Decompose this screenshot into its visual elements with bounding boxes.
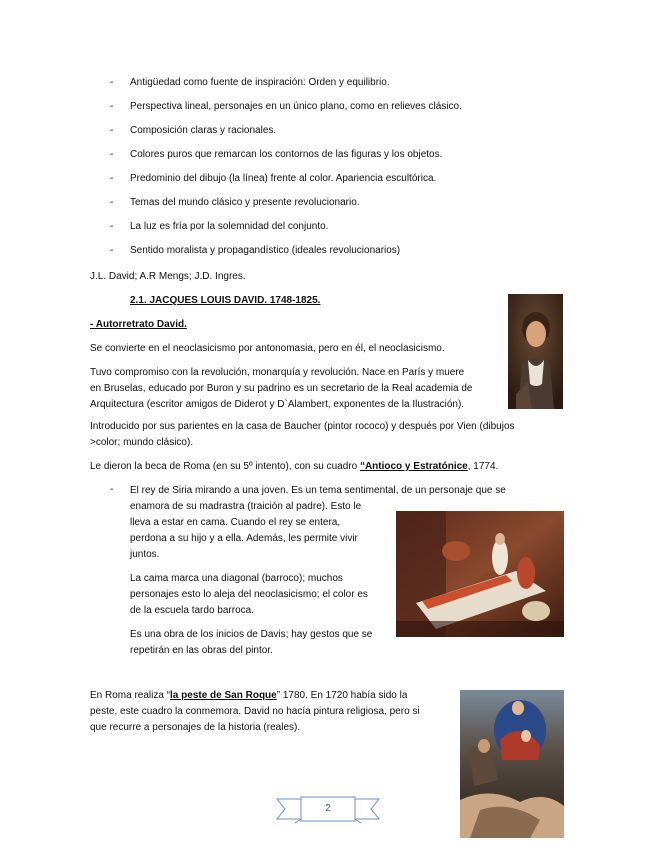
list-item: La luz es fría por la solemnidad del conjunto. (130, 221, 329, 232)
roma-line: que recurre a personajes de la historia (reales). (90, 722, 301, 733)
david-self-portrait-image (508, 294, 563, 409)
bullet-dash: - (110, 149, 114, 160)
bullet-dash: - (110, 173, 114, 184)
antioco-link[interactable]: “Antioco y Estratónice (359, 461, 468, 472)
obra-line: repetirán en las obras del pintor. (130, 645, 273, 656)
antioco-line: perdona a su hijo y a ella. Además, les permite vivir (130, 533, 358, 544)
bullet-dash: - (110, 101, 114, 112)
text-run: ” 1780. En 1720 había sido la (276, 690, 408, 701)
list-item: Colores puros que remarcan los contornos de las figuras y los objetos. (130, 149, 443, 160)
list-item: Sentido moralista y propagandístico (ideales revolucionarios) (130, 245, 401, 256)
peste-san-roque-link[interactable]: la peste de San Roque (170, 690, 277, 701)
paragraph-line: Arquitectura (escritor amigos de Diderot y D`Alambert, exponentes de la Ilustración). (90, 399, 465, 410)
paragraph-1: Se convierte en el neoclasicismo por antonomasia, pero en él, el neoclasicismo. (90, 343, 445, 354)
bullet-dash: - (110, 197, 114, 208)
list-item: Perspectiva lineal, personajes en un único plano, como en relieves clásico. (130, 101, 462, 112)
peste-san-roque-painting-image (460, 690, 564, 838)
paragraph-line: Introducido por sus parientes en la casa de Baucher (pintor rococo) y después por Vien (dibujos (90, 421, 515, 432)
bullet-dash: - (110, 245, 114, 256)
list-item: Temas del mundo clásico y presente revolucionario. (130, 197, 360, 208)
antioco-estratonice-painting-image (396, 511, 564, 637)
list-item: Antigüedad como fuente de inspiración: Orden y equilibrio. (130, 77, 390, 88)
cama-line: personajes esto lo aleja del neoclasicismo; el color es (130, 589, 368, 600)
bullet-dash: - (110, 221, 114, 232)
paragraph-line: Tuvo compromiso con la revolución, monarquía y revolución. Nace en París y muere (90, 367, 465, 378)
obra-line: Es una obra de los inicios de Davis; hay gestos que se (130, 629, 373, 640)
text-run: , 1774. (467, 461, 499, 472)
artists-line: J.L. David; A.R Mengs; J.D. Ingres. (90, 271, 246, 282)
roma-line (90, 688, 451, 704)
paragraph-line: en Bruselas, educado por Buron y su padrino es un secretario de la Real academia de (90, 383, 473, 394)
bullet-dash: - (110, 125, 114, 136)
paragraph-4 (90, 459, 498, 475)
antioco-line: enamora de su madrastra (traición al padre). Esto le (130, 501, 362, 512)
list-item: Predominio del dibujo (la línea) frente al color. Apariencia escultórica. (130, 173, 437, 184)
antioco-line: El rey de Siria mirando a una joven. Es un tema sentimental, de un personaje que se (130, 485, 506, 496)
page-number: 2 (325, 803, 331, 814)
antioco-line: lleva a estar en cama. Cuando el rey se entera, (130, 517, 341, 528)
text-run: Le dieron la beca de Roma (en su 5º intento), con su cuadro (90, 461, 360, 472)
list-item: Composición claras y racionales. (130, 125, 277, 136)
page-number-banner (275, 795, 381, 825)
section-title: 2.1. JACQUES LOUIS DAVID. 1748-1825. (130, 295, 321, 306)
bullet-dash: - (110, 484, 114, 495)
subtitle: - Autorretrato David. (90, 319, 187, 330)
cama-line: de la escuela tardo barroca. (130, 605, 254, 616)
cama-line: La cama marca una diagonal (barroco); muchos (130, 573, 343, 584)
text-run: En Roma realiza “ (90, 690, 171, 701)
roma-line: peste, este cuadro la conmemora. David no hacía pintura religiosa, pero si (90, 706, 420, 717)
antioco-line: juntos. (130, 549, 160, 560)
paragraph-line: >color; mundo clásico). (90, 437, 194, 448)
bullet-dash: - (110, 77, 114, 88)
